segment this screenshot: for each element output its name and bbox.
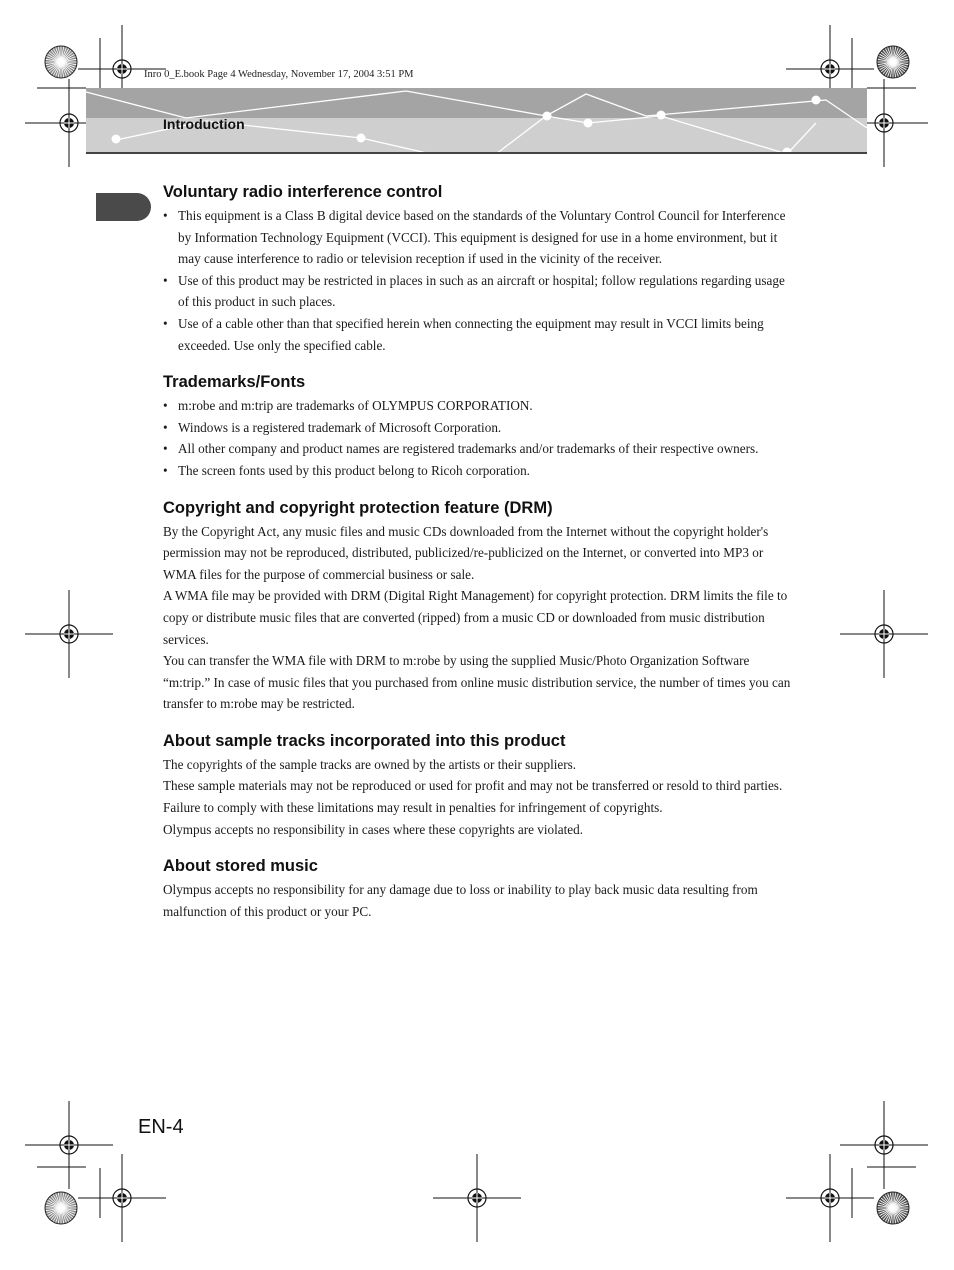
paragraph: You can transfer the WMA file with DRM to m:robe by using the supplied Music/Photo Organization Software “m:trip.” In case of music files that you purchased from online music distribution service, the number of times you can transfer to m:robe may be restricted. xyxy=(163,653,791,712)
print-info: Inro 0_E.book Page 4 Wednesday, November 17, 2004 3:51 PM xyxy=(144,69,414,80)
list-item: • Use of this product may be restricted in places in such as an aircraft or hospital; follow regulations regarding usage of this product in such places. xyxy=(163,270,793,313)
registration-mark xyxy=(78,1154,166,1242)
registration-mark xyxy=(840,1101,928,1189)
section-stored-music xyxy=(163,857,793,922)
paragraph: The copyrights of the sample tracks are owned by the artists or their suppliers. xyxy=(163,756,577,772)
bullet-list xyxy=(163,395,793,481)
color-rosette xyxy=(877,46,909,78)
paragraph: A WMA file may be provided with DRM (Digital Right Management) for copyright protection. DRM limits the file to copy or distribute music files that are converted (ripped) from a music CD or downloaded from music distribution services. xyxy=(163,588,788,647)
registration-mark xyxy=(433,1154,521,1242)
section-heading: Trademarks/Fonts xyxy=(163,373,306,392)
list-item: • The screen fonts used by this product belong to Ricoh corporation. xyxy=(163,460,793,482)
list-item: • Windows is a registered trademark of Microsoft Corporation. xyxy=(163,417,793,439)
paragraph: Olympus accepts no responsibility in cases where these copyrights are violated. xyxy=(163,821,584,837)
color-rosette xyxy=(877,1192,909,1224)
section-heading: Copyright and copyright protection feature (DRM) xyxy=(163,498,553,517)
list-item: • All other company and product names are registered trademarks and/or trademarks of their respective owners. xyxy=(163,438,793,460)
paragraph: Failure to comply with these limitations may result in penalties for infringement of copyrights. xyxy=(163,800,663,816)
paragraph: By the Copyright Act, any music files and music CDs downloaded from the Internet without the copyright holder's permission may not be reproduced, distributed, publicized/re-publicized on the Internet, or converted into MP3 or WMA files for the purpose of commercial business or sale. xyxy=(163,523,769,582)
section-label: Introduction xyxy=(163,116,245,132)
list-item: • Use of a cable other than that specified herein when connecting the equipment may result in VCCI limits being exceeded. Use only the specified cable. xyxy=(163,313,793,356)
list-item: • This equipment is a Class B digital device based on the standards of the Voluntary Control Council for Interference by Information Technology Equipment (VCCI). This equipment is designed for use in a home environment, but it may cause interference to radio or television reception if used in the vicinity of the receiver. xyxy=(163,205,793,270)
registration-mark xyxy=(25,590,113,678)
content xyxy=(163,183,793,939)
list-item: • m:robe and m:trip are trademarks of OLYMPUS CORPORATION. xyxy=(163,395,793,417)
section-heading: Voluntary radio interference control xyxy=(163,183,443,201)
registration-mark xyxy=(840,590,928,678)
chapter-tab xyxy=(96,193,151,221)
color-rosette xyxy=(45,1192,77,1224)
section-heading: About sample tracks incorporated into this product xyxy=(163,731,566,750)
paragraph: These sample materials may not be reproduced or used for profit and may not be transferred or resold to third parties. xyxy=(163,778,783,794)
section-copyright-drm xyxy=(163,499,793,715)
section-sample-tracks xyxy=(163,732,793,840)
page-number: EN-4 xyxy=(138,1116,184,1138)
registration-mark xyxy=(786,1154,874,1242)
section-heading: About stored music xyxy=(163,857,318,876)
color-rosette xyxy=(45,46,77,78)
paragraph: Olympus accepts no responsibility for any damage due to loss or inability to play back music data resulting from malfunction of this product or your PC. xyxy=(163,882,758,919)
bullet-list xyxy=(163,205,793,356)
section-radio-interference xyxy=(163,183,793,356)
section-trademarks xyxy=(163,373,793,481)
